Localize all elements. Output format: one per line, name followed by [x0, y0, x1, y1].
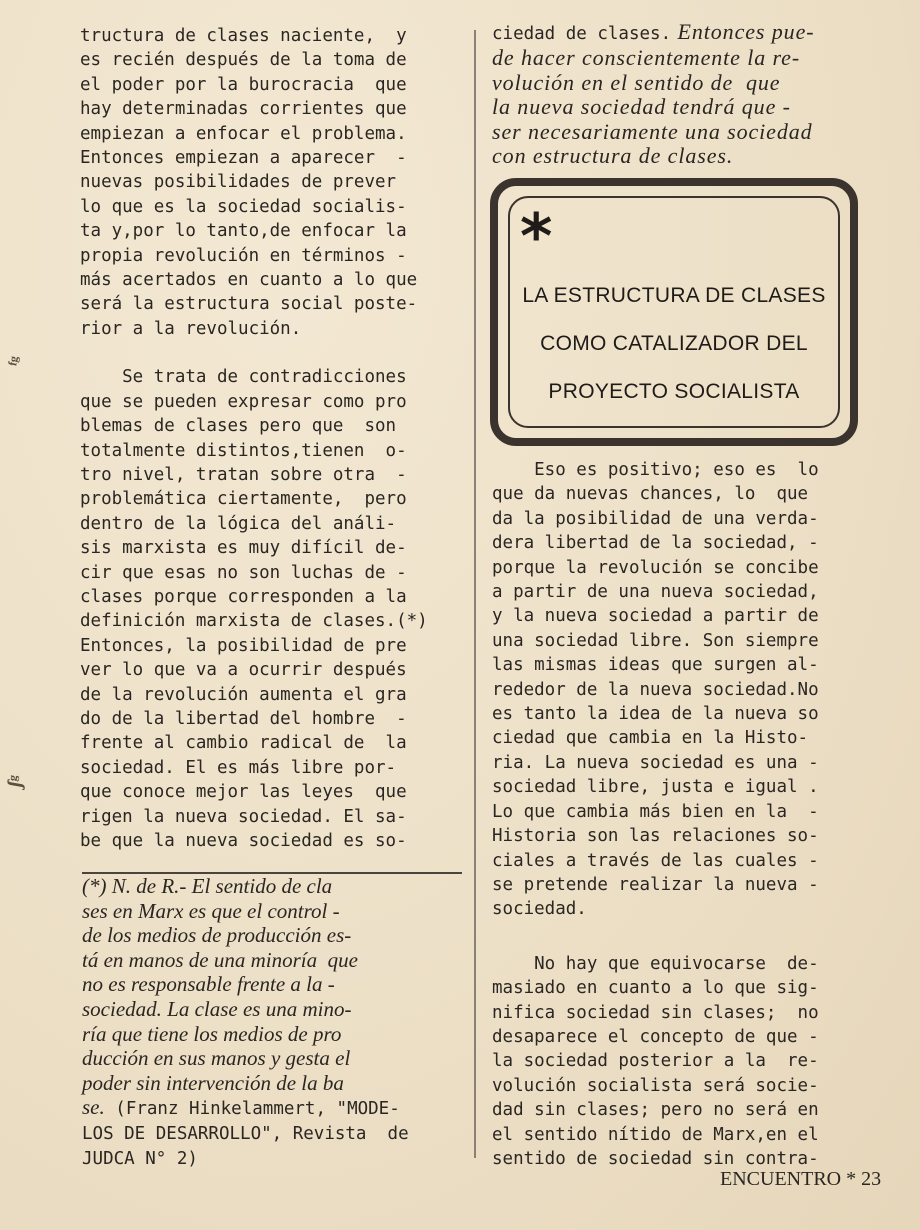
- text-line: empiezan a enfocar el problema.: [80, 123, 407, 144]
- footnote-line: (*) N. de R.- El sentido de cla: [82, 874, 333, 898]
- text-line: be que la nueva sociedad es so-: [80, 831, 407, 851]
- text-line: ver lo que va a ocurrir después: [80, 660, 407, 681]
- left-paragraph-1: [80, 24, 465, 341]
- text-line: el poder por la burocracia que: [80, 74, 407, 95]
- column-divider: [474, 30, 476, 1158]
- asterisk-icon: *: [520, 200, 553, 273]
- text-line: Historia son las relaciones so-: [492, 826, 819, 847]
- text-line: sociedad libre, justa e igual .: [492, 777, 819, 798]
- text-line: será la estructura social poste-: [80, 294, 418, 315]
- text-line: ta y,por lo tanto,de enfocar la: [80, 221, 407, 242]
- left-column: [80, 24, 465, 853]
- text-line: una sociedad libre. Son siempre: [492, 630, 819, 651]
- footnote-line: [82, 1095, 467, 1122]
- right-body: [492, 458, 882, 1171]
- footnote-line: de los medios de producción es-: [82, 923, 352, 948]
- text-line: sentido de sociedad sin contra-: [492, 1148, 819, 1169]
- text-line: Eso es positivo; eso es lo: [492, 460, 819, 480]
- margin-ink-mark: ʃᵍ: [3, 773, 28, 790]
- footnote-line: no es responsable frente a la -: [82, 972, 335, 997]
- text-line: el sentido nítido de Marx,en el: [492, 1124, 819, 1145]
- right-column: [492, 20, 882, 168]
- footnote-citation-fragment: (Franz Hinkelammert, "MODE-: [104, 1099, 400, 1120]
- text-line: las mismas ideas que surgen al-: [492, 655, 819, 676]
- text-line: cir que esas no son luchas de -: [80, 562, 407, 583]
- text-line: sis marxista es muy difícil de-: [80, 538, 407, 559]
- page-footer: ENCUENTRO * 23: [720, 1168, 882, 1190]
- text-line: tructura de clases naciente, y: [80, 26, 407, 46]
- text-line: de la revolución aumenta el gra: [80, 684, 407, 705]
- text-line: definición marxista de clases.(*): [80, 611, 428, 632]
- text-line: Entonces, la posibilidad de pre: [80, 635, 407, 656]
- text-line: nuevas posibilidades de prever: [80, 172, 397, 193]
- text-line: volución en el sentido de que: [492, 69, 781, 95]
- text-line: que da nuevas chances, lo que: [492, 484, 809, 505]
- text-line: es tanto la idea de la nueva so: [492, 704, 819, 725]
- text-line: tro nivel, tratan sobre otra -: [80, 464, 407, 485]
- text-line: ciedad que cambia en la Histo-: [492, 728, 809, 749]
- left-paragraph-2: [80, 365, 465, 853]
- text-line: que conoce mejor las leyes que: [80, 782, 407, 803]
- footnote-line: poder sin intervención de la ba: [82, 1070, 344, 1095]
- text-line: hay determinadas corrientes que: [80, 99, 407, 120]
- text-line: [492, 20, 882, 46]
- callout-title: [498, 272, 850, 416]
- text-line: clases porque corresponden a la: [80, 586, 407, 607]
- right-intro: [492, 20, 882, 168]
- callout-title-line: COMO CATALIZADOR DEL: [540, 332, 808, 355]
- text-line: es recién después de la toma de: [80, 50, 407, 71]
- text-line: blemas de clases pero que son: [80, 416, 397, 437]
- text-line: No hay que equivocarse de-: [492, 953, 819, 974]
- text-line: a partir de una nueva sociedad,: [492, 582, 819, 603]
- text-line: volución socialista será socie-: [492, 1075, 819, 1096]
- footnote-line: JUDCA N° 2): [82, 1148, 198, 1169]
- callout-title-line: PROYECTO SOCIALISTA: [548, 380, 800, 403]
- text-line: ser necesariamente una sociedad: [492, 118, 813, 144]
- footnote-italic-fragment: se.: [82, 1095, 105, 1120]
- text-line: sociedad.: [492, 899, 587, 920]
- text-line: Lo que cambia más bien en la -: [492, 801, 819, 822]
- footnote-line: ducción en sus manos y gesta el: [82, 1046, 351, 1071]
- plain-fragment: ciedad de clases.: [492, 24, 672, 44]
- footnote-line: sociedad. La clase es una mino-: [82, 996, 352, 1021]
- text-line: ciales a través de las cuales -: [492, 850, 819, 871]
- text-line: dentro de la lógica del análi-: [80, 513, 397, 534]
- right-paragraph-1: [492, 458, 882, 922]
- right-paragraph-2: [492, 952, 882, 1172]
- footnote: [82, 874, 467, 1171]
- text-line: con estructura de clases.: [492, 143, 734, 169]
- text-line: do de la libertad del hombre -: [80, 708, 407, 729]
- margin-ink-mark: ᶠᵍ: [4, 354, 29, 369]
- footnote-line: ses en Marx es que el control -: [82, 898, 340, 923]
- footnote-line: LOS DE DESARROLLO", Revista de: [82, 1123, 409, 1144]
- text-line: la nueva sociedad tendrá que -: [492, 94, 791, 120]
- text-line: nifica sociedad sin clases; no: [492, 1002, 819, 1023]
- text-line: frente al cambio radical de la: [80, 733, 407, 754]
- text-line: rededor de la nueva sociedad.No: [492, 679, 819, 700]
- text-line: sociedad. El es más libre por-: [80, 757, 397, 778]
- text-line: rior a la revolución.: [80, 318, 302, 339]
- footnote-line: tá en manos de una minoría que: [82, 947, 358, 972]
- callout-box: [490, 178, 858, 446]
- text-line: dera libertad de la sociedad, -: [492, 533, 819, 554]
- italic-fragment: Entonces pue-: [671, 19, 815, 44]
- text-line: problemática ciertamente, pero: [80, 489, 407, 510]
- text-line: propia revolución en términos -: [80, 245, 407, 266]
- text-line: la sociedad posterior a la re-: [492, 1051, 819, 1072]
- text-line: lo que es la sociedad socialis-: [80, 196, 407, 217]
- text-line: más acertados en cuanto a lo que: [80, 270, 418, 291]
- text-line: se pretende realizar la nueva -: [492, 874, 819, 895]
- text-line: Entonces empiezan a aparecer -: [80, 148, 407, 169]
- text-line: rigen la nueva sociedad. El sa-: [80, 806, 407, 827]
- text-line: dad sin clases; pero no será en: [492, 1100, 819, 1121]
- text-line: totalmente distintos,tienen o-: [80, 440, 407, 461]
- text-line: da la posibilidad de una verda-: [492, 508, 819, 529]
- text-line: ria. La nueva sociedad es una -: [492, 752, 819, 773]
- text-line: porque la revolución se concibe: [492, 557, 819, 578]
- text-line: Se trata de contradicciones: [80, 367, 407, 388]
- footnote-line: ría que tiene los medios de pro: [82, 1021, 342, 1046]
- callout-title-line: LA ESTRUCTURA DE CLASES: [522, 284, 826, 307]
- text-line: de hacer conscientemente la re-: [492, 45, 801, 71]
- text-line: desaparece el concepto de que -: [492, 1026, 819, 1047]
- text-line: masiado en cuanto a lo que sig-: [492, 978, 819, 999]
- text-line: que se pueden expresar como pro: [80, 391, 407, 412]
- text-line: y la nueva sociedad a partir de: [492, 606, 819, 627]
